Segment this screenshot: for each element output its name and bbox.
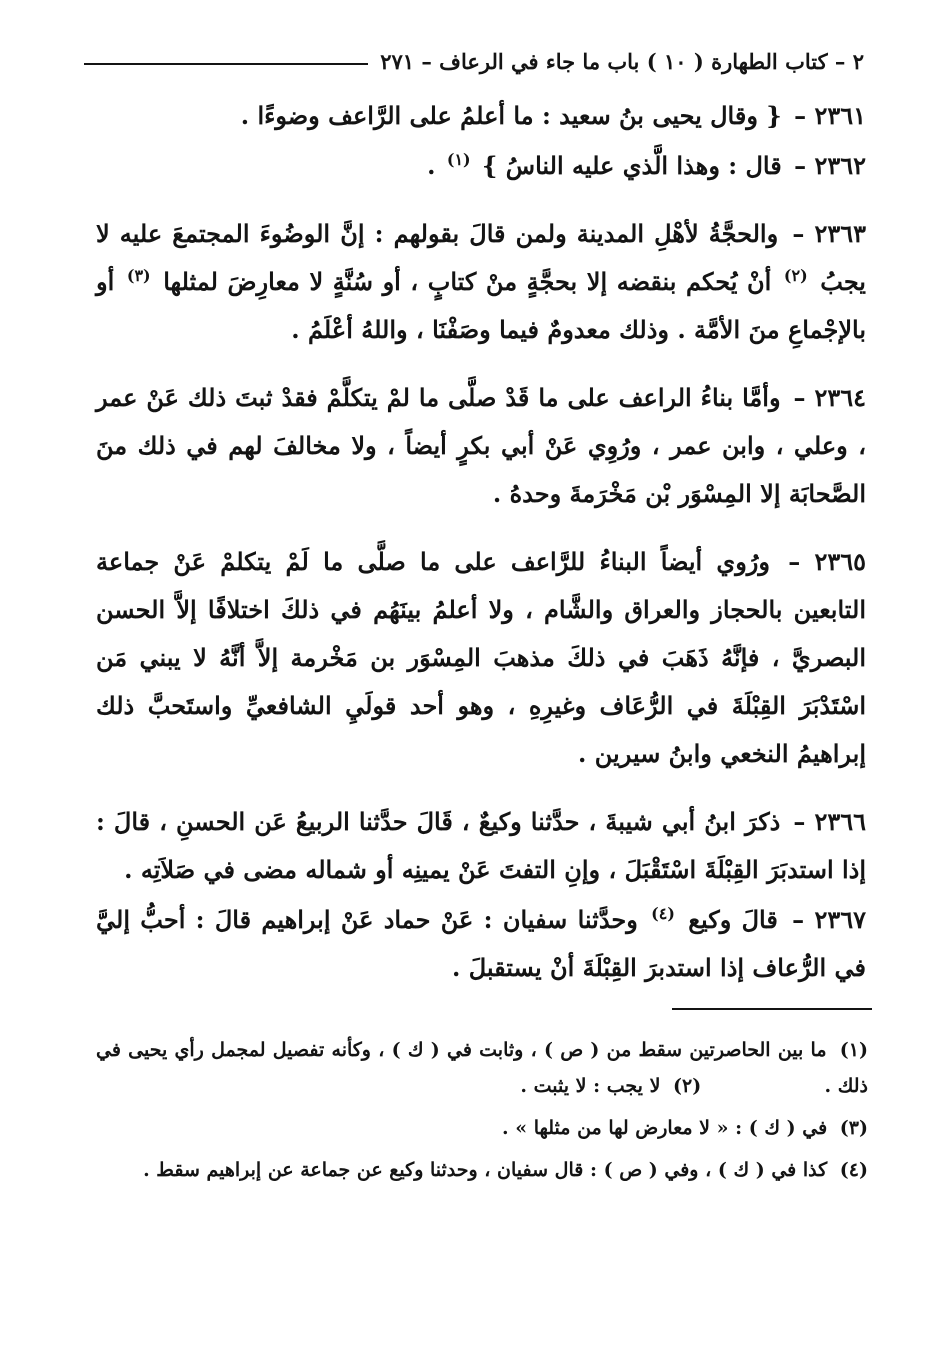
paragraph-2363 xyxy=(96,210,866,354)
footnote-text: في ( ك ) : « لا معارض لها من مثلها » . xyxy=(502,1117,828,1139)
paragraph-2362 xyxy=(96,142,866,190)
paragraph-text-continued: وحدَّثنا سفيان : عَنْ حماد عَنْ إبراهيم قالَ : أحبُّ إليَّ في الرُّعاف إذا استدبرَ القِبْلَةَ أنْ يستقبلَ . xyxy=(96,905,866,982)
paragraph-text: وأمَّا بناءُ الراعف على ما قَدْ صلَّى ما لمْ يتكلَّمْ فقدْ ثبتَ ذلك عَنْ عمر ، وعلي ، وابن عمر ، ورُوِي عَنْ أبي بكرٍ أيضاً ، ولا مخالفَ لهم في ذلك منَ الصَّحابَة إلا المِسْوَر بْن مَخْرَمةَ وحدهُ . xyxy=(96,383,866,508)
footnotes xyxy=(96,1032,868,1194)
footnote-4 xyxy=(96,1152,868,1188)
footnote-text: كذا في ( ك ) ، وفي ( ص ) : قال سفيان ، وحدثنا وكيع عن جماعة عن إبراهيم سقط . xyxy=(143,1159,828,1181)
paragraph-text: ذكرَ ابنُ أبي شيبةَ ، حدَّثنا وكيعٌ ، قَالَ حدَّثنا الربيعُ عَن الحسنِ ، قالَ : إذا استدبَرَ القِبْلَةَ اسْتَقْبَلَ ، وإنِ التفتَ عَنْ يمينِه أو شماله مضى في صَلاَتِه . xyxy=(96,807,866,884)
paragraph-number: ٢٣٦٧ – xyxy=(792,905,867,934)
footnote-text: لا يجب : لا يثبت . xyxy=(520,1075,661,1097)
paragraph-text: ورُوي أيضاً البناءُ للرَّاعف على ما صلَّى ما لَمْ يتكلمْ عَنْ جماعة التابعين بالحجاز والعراق والشَّام ، ولا أعلمُ بينَهُم في ذلكَ اختلافًا إلاَّ الحسن البصريَّ ، فإنَّهُ ذَهَبَ في ذلكَ مذهبَ المِسْوَر بن مَخْرمة إلاَّ أنَّهُ لا يبني مَن اسْتَدْبَرَ القِبْلَةَ في الرُّعَاف وغيرِهِ ، وهو أحد قولَيِ الشافعيِّ واستَحبَّ ذلك إبراهيمُ النخعي وابنُ سيرين . xyxy=(96,547,866,768)
paragraph-number: ٢٣٦٥ – xyxy=(788,547,867,576)
running-header xyxy=(84,44,864,78)
paragraph-text: قال : وهذا الَّذي عليه الناسُ } xyxy=(481,151,782,180)
paragraph-2364 xyxy=(96,374,866,518)
footnote-number: (٤) xyxy=(839,1159,868,1181)
paragraph-number: ٢٣٦٦ – xyxy=(793,807,867,836)
paragraph-text-continued: أو بالإجْماعِ منَ الأمَّة . وذلك معدومٌ فيما وصَفْنَا ، واللهُ أعْلَمُ . xyxy=(96,267,866,344)
paragraph-text: { وقال يحيى بنُ سعيد : ما أعلمُ على الرَّاعف وضوءًا . xyxy=(240,101,782,130)
footnote-ref: (١) xyxy=(446,150,471,169)
paragraph-2365 xyxy=(96,538,866,778)
running-title: ٢ – كتاب الطهارة ( ١٠ ) باب ما جاء في الرعاف – ٢٧١ xyxy=(380,48,864,74)
paragraph-2361 xyxy=(96,92,866,140)
paragraph-text: قالَ وكيع xyxy=(688,905,778,934)
footnote-ref: (٤) xyxy=(651,904,675,923)
paragraph-tail: . xyxy=(427,151,436,180)
footnote-ref: (٣) xyxy=(126,266,151,285)
footnote-3 xyxy=(96,1110,868,1146)
paragraph-2367 xyxy=(96,896,866,992)
footnote-text: ما بين الحاصرتين سقط من ( ص ) ، وثابت في ( ك ) ، وكأنه تفصيل لمجمل رأي يحيى في ذلك . xyxy=(96,1039,868,1097)
paragraph-2366 xyxy=(96,798,866,894)
header-rule xyxy=(84,63,368,65)
paragraph-number: ٢٣٦١ – xyxy=(794,101,866,130)
paragraph-number: ٢٣٦٤ – xyxy=(793,383,867,412)
footnote-number: (٣) xyxy=(839,1117,868,1139)
footnote-ref: (٢) xyxy=(783,266,808,285)
paragraph-number: ٢٣٦٣ – xyxy=(792,219,867,248)
footnote-number: (١) xyxy=(839,1039,868,1061)
main-text xyxy=(96,92,866,1012)
paragraph-text: والحجَّةُ لأهْلِ المدينة ولمن قالَ بقولهم : إنَّ الوضُوءَ المجتمعَ عليه لا يجبُ xyxy=(96,219,866,296)
footnote-1-2 xyxy=(96,1032,868,1104)
footnote-number: (٢) xyxy=(673,1075,702,1097)
footnote-separator xyxy=(672,1008,872,1010)
paragraph-number: ٢٣٦٢ – xyxy=(794,151,866,180)
paragraph-text-continued: أنْ يُحكم بنقضه إلا بحجَّةٍ منْ كتابٍ ، أو سُنَّةٍ لا معارِضَ لمثلها xyxy=(163,267,772,296)
